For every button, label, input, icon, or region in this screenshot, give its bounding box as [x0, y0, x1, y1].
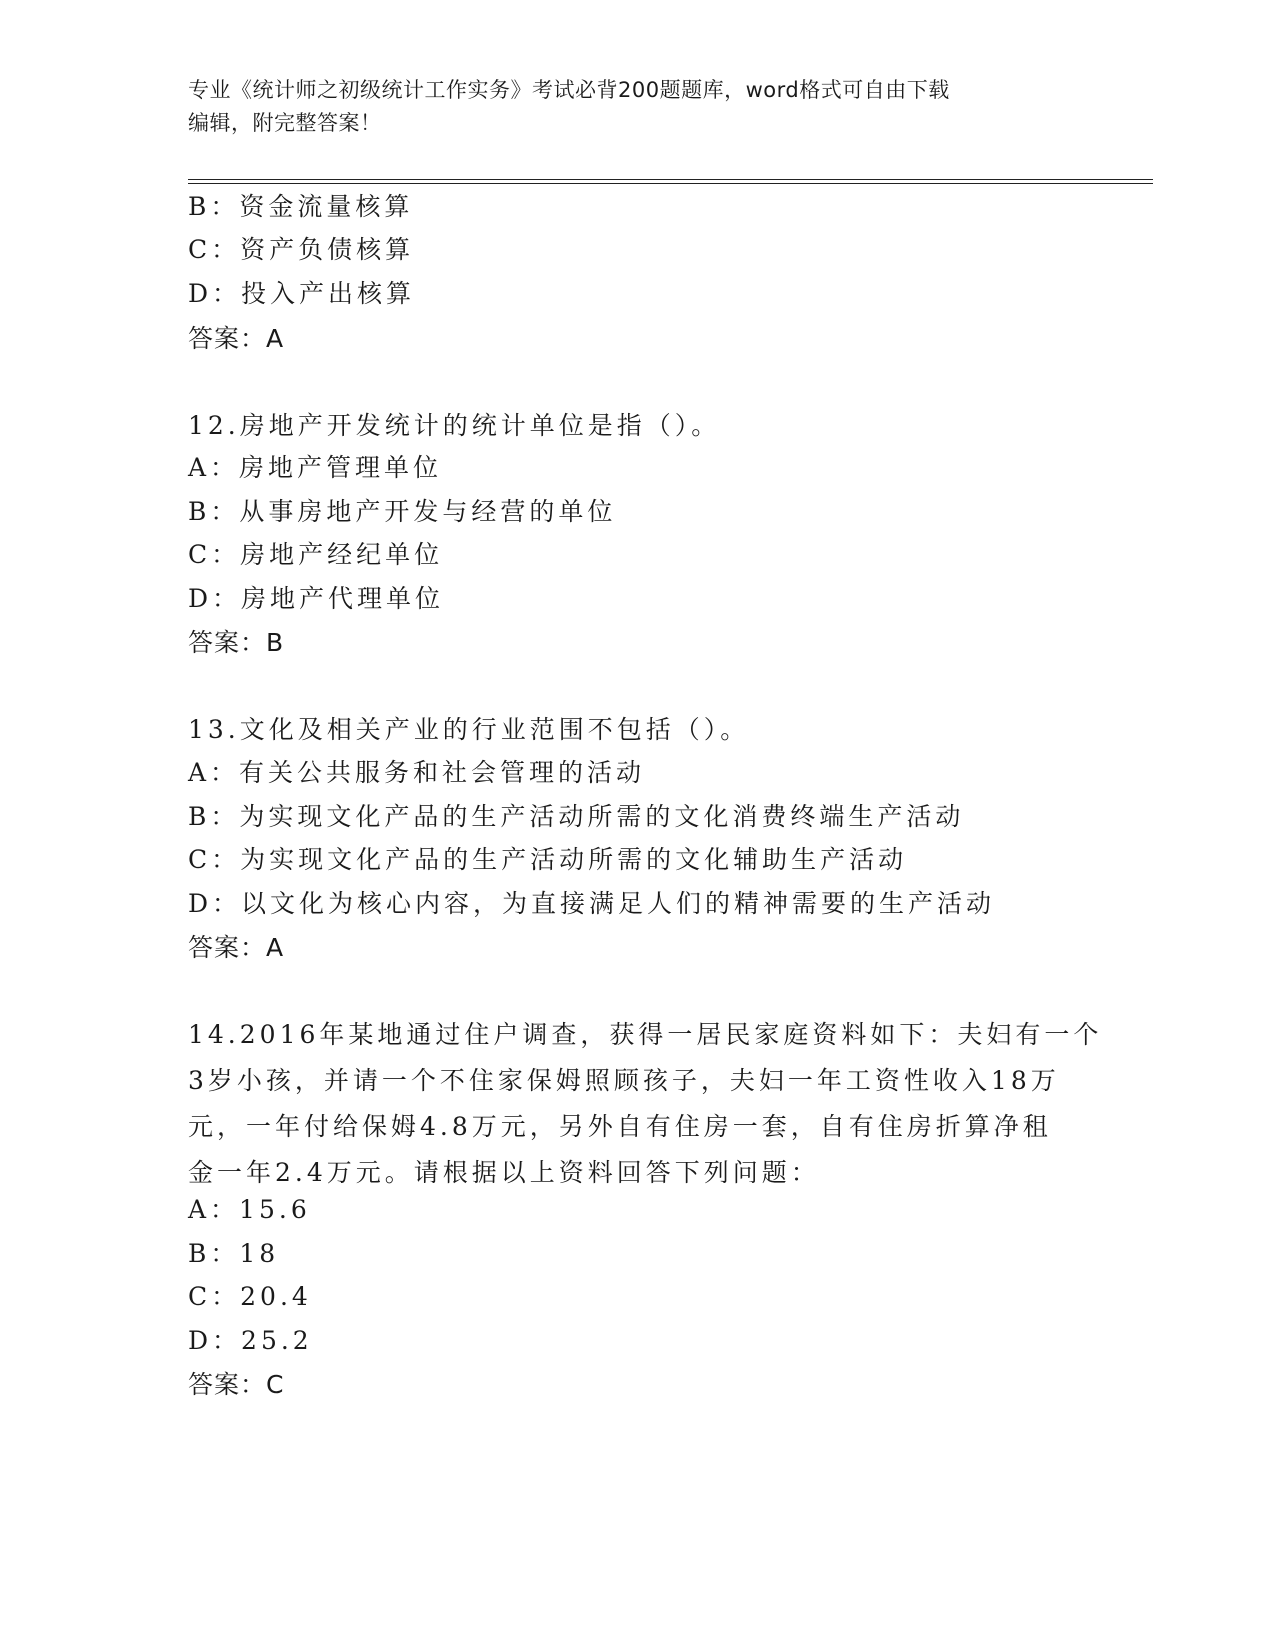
q11-option-c: C：资产负债核算	[188, 235, 415, 264]
q14-option-c: C：20.4	[188, 1282, 312, 1311]
q14-option-d: D：25.2	[188, 1326, 313, 1355]
q13-question: 13.文化及相关产业的行业范围不包括（）。	[188, 715, 750, 744]
q13-answer: 答案：A	[188, 933, 285, 962]
q11-option-b: B：资金流量核算	[188, 192, 414, 221]
q12-option-c: C：房地产经纪单位	[188, 540, 444, 569]
header-line-1: 专业《统计师之初级统计工作实务》考试必背200题题库，word格式可自由下载	[188, 78, 950, 102]
q14-answer: 答案：C	[188, 1370, 285, 1399]
q12-question: 12.房地产开发统计的统计单位是指（）。	[188, 411, 721, 440]
header-line-2: 编辑，附完整答案！	[188, 111, 382, 135]
q13-option-d: D：以文化为核心内容，为直接满足人们的精神需要的生产活动	[188, 889, 996, 918]
header-divider-bottom	[188, 183, 1153, 184]
q11-option-d: D：投入产出核算	[188, 279, 416, 308]
q14-question-line-3: 元，一年付给保姆4.8万元，另外自有住房一套，自有住房折算净租	[188, 1112, 1052, 1141]
q12-option-d: D：房地产代理单位	[188, 584, 445, 613]
q12-answer: 答案：B	[188, 628, 285, 657]
q14-option-b: B：18	[188, 1239, 280, 1268]
header-divider-top	[188, 179, 1153, 180]
q13-option-c: C：为实现文化产品的生产活动所需的文化辅助生产活动	[188, 845, 908, 874]
q12-option-b: B：从事房地产开发与经营的单位	[188, 497, 617, 526]
q13-option-b: B：为实现文化产品的生产活动所需的文化消费终端生产活动	[188, 802, 965, 831]
q13-option-a: A：有关公共服务和社会管理的活动	[188, 758, 646, 787]
q14-question	[188, 1012, 1103, 1196]
q12-option-a: A：房地产管理单位	[188, 453, 443, 482]
q14-question-line-4: 金一年2.4万元。请根据以上资料回答下列问题：	[188, 1158, 820, 1187]
q11-answer: 答案：A	[188, 324, 285, 353]
q14-question-line-2: 3岁小孩，并请一个不住家保姆照顾孩子，夫妇一年工资性收入18万	[188, 1066, 1060, 1095]
document-header	[188, 74, 1088, 140]
q14-option-a: A：15.6	[188, 1195, 311, 1224]
q14-question-line-1: 14.2016年某地通过住户调查，获得一居民家庭资料如下：夫妇有一个	[188, 1020, 1103, 1049]
